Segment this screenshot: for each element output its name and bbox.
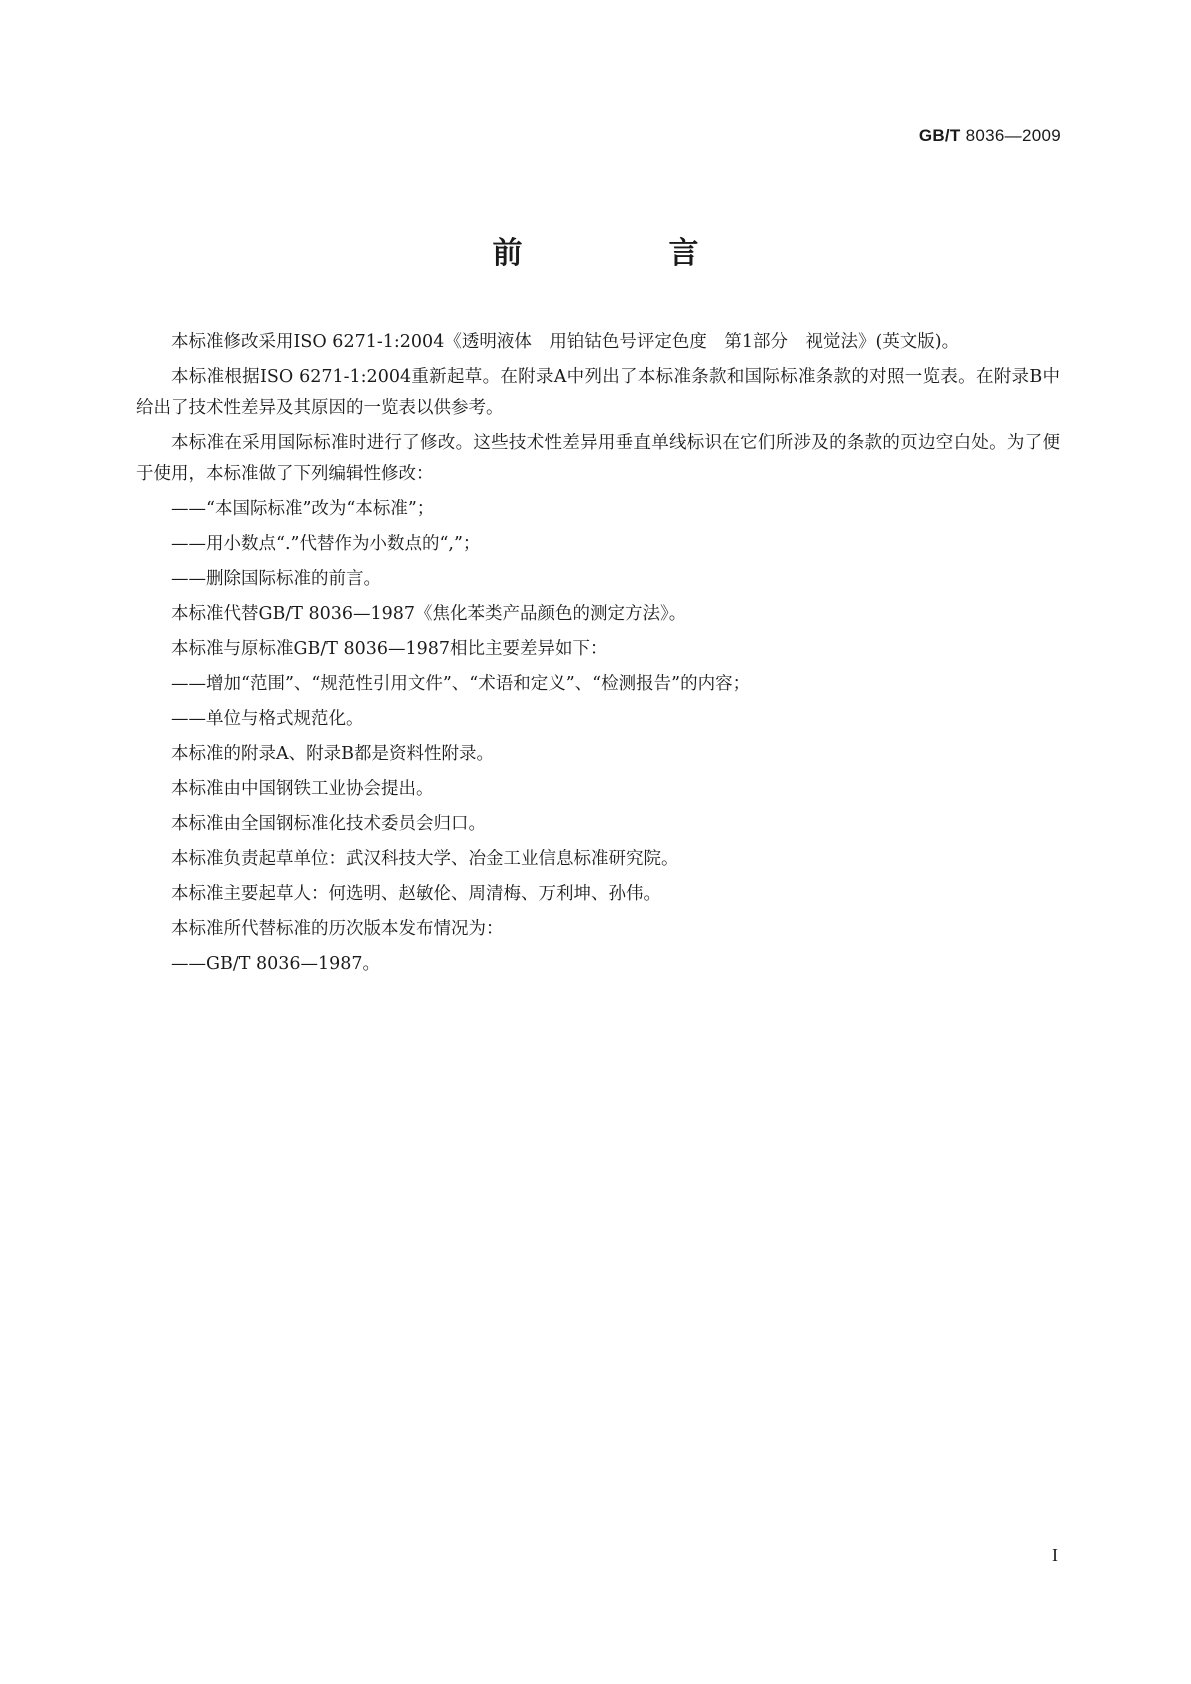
foreword-body (136, 327, 1060, 984)
list-item: ——增加“范围”、“规范性引用文件”、“术语和定义”、“检测报告”的内容； (171, 674, 751, 694)
list-item: ——“本国际标准”改为“本标准”； (171, 499, 435, 519)
paragraph: 本标准所代替标准的历次版本发布情况为： (171, 919, 504, 939)
list-item: ——单位与格式规范化。 (171, 709, 364, 729)
standard-code-number: 8036—2009 (965, 126, 1061, 145)
paragraph: 本标准的附录A、附录B都是资料性附录。 (171, 744, 494, 764)
page-title: 前 言 (492, 236, 757, 271)
standard-code (919, 126, 1061, 146)
list-item: ——GB/T 8036—1987。 (171, 954, 381, 974)
paragraph: 本标准修改采用ISO 6271-1:2004《透明液体 用铂钴色号评定色度 第1部分 视觉法》(英文版)。 (171, 332, 960, 352)
paragraph: 本标准主要起草人：何选明、赵敏伦、周清梅、万利坤、孙伟。 (171, 884, 661, 904)
paragraph: 本标准与原标准GB/T 8036—1987相比主要差异如下： (171, 639, 608, 659)
list-item: ——删除国际标准的前言。 (171, 569, 381, 589)
paragraph: 本标准由全国钢标准化技术委员会归口。 (171, 814, 486, 834)
paragraph: 本标准由中国钢铁工业协会提出。 (171, 779, 434, 799)
paragraph: 本标准根据ISO 6271-1:2004重新起草。在附录A中列出了本标准条款和国际标准条款的对照一览表。在附录B中给出了技术性差异及其原因的一览表以供参考。 (136, 367, 1060, 418)
list-item: ——用小数点“.”代替作为小数点的“,”； (171, 534, 481, 554)
paragraph: 本标准代替GB/T 8036—1987《焦化苯类产品颜色的测定方法》。 (171, 604, 687, 624)
paragraph: 本标准负责起草单位：武汉科技大学、冶金工业信息标准研究院。 (171, 849, 679, 869)
paragraph: 本标准在采用国际标准时进行了修改。这些技术性差异用垂直单线标识在它们所涉及的条款的页边空白处。为了便于使用，本标准做了下列编辑性修改： (136, 433, 1060, 484)
standard-code-prefix: GB/T (918, 126, 961, 145)
page-number: I (1052, 1545, 1058, 1565)
